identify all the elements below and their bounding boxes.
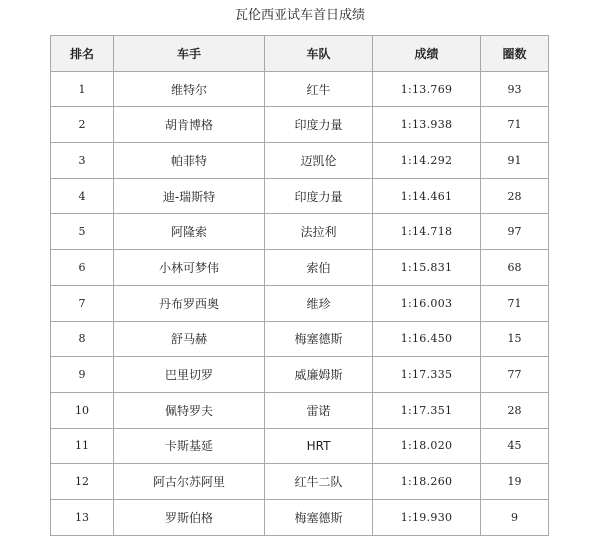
- cell-time: 1:14.461: [373, 178, 481, 214]
- cell-team: 印度力量: [265, 107, 373, 143]
- cell-driver: 罗斯伯格: [114, 499, 265, 535]
- cell-time: 1:19.930: [373, 499, 481, 535]
- cell-time: 1:18.260: [373, 464, 481, 500]
- table-row: [51, 392, 549, 428]
- cell-time: 1:16.003: [373, 285, 481, 321]
- cell-driver: 维特尔: [114, 71, 265, 107]
- cell-driver: 丹布罗西奥: [114, 285, 265, 321]
- cell-time: 1:15.831: [373, 250, 481, 286]
- cell-laps: 91: [481, 143, 549, 179]
- cell-laps: 15: [481, 321, 549, 357]
- cell-rank: 12: [51, 464, 114, 500]
- cell-driver: 迪-瑞斯特: [114, 178, 265, 214]
- cell-team: 索伯: [265, 250, 373, 286]
- header-team: 车队: [265, 36, 373, 72]
- cell-time: 1:13.769: [373, 71, 481, 107]
- cell-rank: 13: [51, 499, 114, 535]
- results-table: [50, 35, 549, 536]
- cell-driver: 巴里切罗: [114, 357, 265, 393]
- cell-team: 梅塞德斯: [265, 499, 373, 535]
- cell-time: 1:16.450: [373, 321, 481, 357]
- cell-team: 威廉姆斯: [265, 357, 373, 393]
- header-time: 成绩: [373, 36, 481, 72]
- cell-rank: 10: [51, 392, 114, 428]
- cell-rank: 6: [51, 250, 114, 286]
- cell-laps: 71: [481, 285, 549, 321]
- table-row: [51, 428, 549, 464]
- table-row: [51, 178, 549, 214]
- cell-driver: 帕菲特: [114, 143, 265, 179]
- table-row: [51, 71, 549, 107]
- cell-team: 印度力量: [265, 178, 373, 214]
- cell-team: 梅塞德斯: [265, 321, 373, 357]
- cell-driver: 佩特罗夫: [114, 392, 265, 428]
- cell-driver: 阿古尔苏阿里: [114, 464, 265, 500]
- cell-team: HRT: [265, 428, 373, 464]
- cell-laps: 45: [481, 428, 549, 464]
- cell-rank: 5: [51, 214, 114, 250]
- table-row: [51, 143, 549, 179]
- cell-team: 法拉利: [265, 214, 373, 250]
- cell-team: 维珍: [265, 285, 373, 321]
- cell-driver: 舒马赫: [114, 321, 265, 357]
- table-row: [51, 107, 549, 143]
- cell-team: 雷诺: [265, 392, 373, 428]
- cell-laps: 19: [481, 464, 549, 500]
- cell-time: 1:18.020: [373, 428, 481, 464]
- cell-time: 1:14.292: [373, 143, 481, 179]
- cell-team: 红牛: [265, 71, 373, 107]
- table-row: [51, 214, 549, 250]
- cell-laps: 28: [481, 392, 549, 428]
- cell-laps: 9: [481, 499, 549, 535]
- cell-team: 迈凯伦: [265, 143, 373, 179]
- table-row: [51, 357, 549, 393]
- cell-team: 红牛二队: [265, 464, 373, 500]
- header-laps: 圈数: [481, 36, 549, 72]
- table-row: [51, 499, 549, 535]
- cell-laps: 97: [481, 214, 549, 250]
- cell-time: 1:17.335: [373, 357, 481, 393]
- cell-time: 1:14.718: [373, 214, 481, 250]
- cell-rank: 7: [51, 285, 114, 321]
- cell-rank: 1: [51, 71, 114, 107]
- header-rank: 排名: [51, 36, 114, 72]
- cell-rank: 3: [51, 143, 114, 179]
- cell-driver: 卡斯基延: [114, 428, 265, 464]
- header-driver: 车手: [114, 36, 265, 72]
- table-row: [51, 464, 549, 500]
- cell-laps: 93: [481, 71, 549, 107]
- cell-driver: 胡肯博格: [114, 107, 265, 143]
- cell-time: 1:17.351: [373, 392, 481, 428]
- cell-rank: 8: [51, 321, 114, 357]
- table-row: [51, 285, 549, 321]
- table-row: [51, 321, 549, 357]
- cell-rank: 11: [51, 428, 114, 464]
- table-row: [51, 250, 549, 286]
- cell-driver: 小林可梦伟: [114, 250, 265, 286]
- cell-laps: 71: [481, 107, 549, 143]
- cell-time: 1:13.938: [373, 107, 481, 143]
- cell-laps: 28: [481, 178, 549, 214]
- cell-rank: 2: [51, 107, 114, 143]
- cell-driver: 阿隆索: [114, 214, 265, 250]
- table-caption: 瓦伦西亚试车首日成绩: [234, 8, 365, 23]
- cell-rank: 9: [51, 357, 114, 393]
- cell-rank: 4: [51, 178, 114, 214]
- header-row: [51, 36, 549, 72]
- cell-laps: 68: [481, 250, 549, 286]
- cell-laps: 77: [481, 357, 549, 393]
